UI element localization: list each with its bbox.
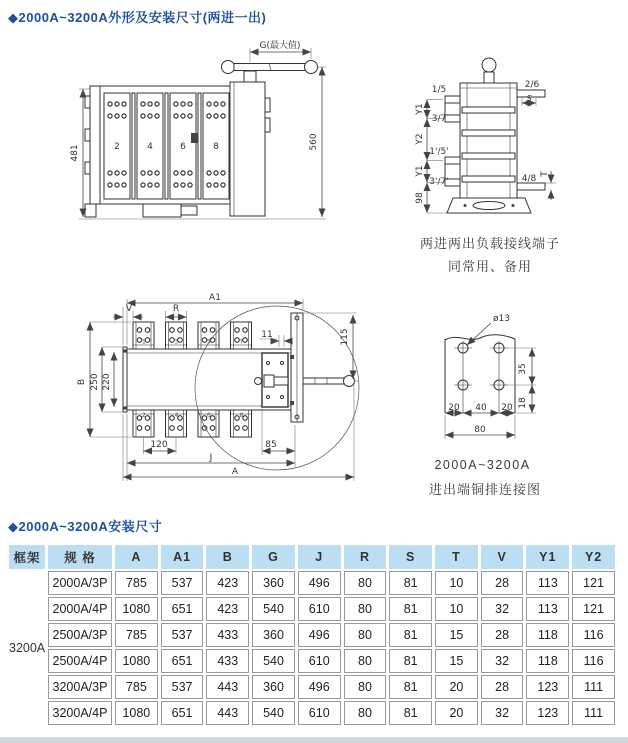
pad-number: 2: [142, 412, 146, 419]
table-cell: 15: [435, 623, 478, 647]
header-a: A: [115, 545, 158, 569]
dim-y2-label: Y2: [415, 133, 425, 145]
dim-481-label: 481: [70, 144, 80, 162]
table-cell: 28: [481, 571, 524, 595]
table-cell: 610: [298, 597, 341, 621]
spec-cell: 3200A/3P: [48, 675, 112, 699]
handle-ball-right: [305, 61, 318, 74]
table-cell: 651: [161, 701, 204, 725]
pole-label: 4: [147, 142, 153, 152]
dim-220-label: 220: [102, 373, 112, 391]
top-view-drawing: [55, 285, 365, 490]
pad-number: 1: [142, 338, 146, 346]
spec-cell: 2500A/3P: [48, 623, 112, 647]
table-cell: 496: [298, 623, 341, 647]
table-cell: 360: [252, 571, 295, 595]
table-cell: 113: [526, 597, 569, 621]
dim-y1-label: Y1: [415, 103, 425, 115]
table-cell: 111: [572, 675, 615, 699]
dim-a-label: A: [231, 467, 239, 477]
table-cell: 121: [572, 597, 615, 621]
terminal-label: 1/5: [431, 85, 447, 95]
spec-cell: 2000A/3P: [48, 571, 112, 595]
table-cell: 540: [252, 649, 295, 673]
pad-number: 5: [207, 338, 211, 346]
dim-115-label: 115: [340, 328, 350, 346]
header-r: R: [344, 545, 387, 569]
mechanism-housing: [230, 82, 265, 216]
header-g: G: [252, 545, 295, 569]
table-cell: 80: [344, 571, 387, 595]
dim-20b-label: 20: [501, 403, 513, 413]
pad-number: 6: [207, 412, 211, 419]
table-cell: 81: [389, 571, 432, 595]
table-cell: 651: [161, 649, 204, 673]
table-cell: 81: [389, 623, 432, 647]
terminal-tab: [517, 183, 545, 190]
dim-35-label: 35: [518, 363, 528, 375]
spec-cell: 2500A/4P: [48, 649, 112, 673]
spec-cell: 3200A/4P: [48, 701, 112, 725]
table-row: [9, 649, 615, 673]
table-cell: 118: [526, 649, 569, 673]
header-t: T: [435, 545, 478, 569]
table-cell: 360: [252, 623, 295, 647]
spec-table: [6, 543, 618, 727]
side-view-drawing: [415, 40, 628, 240]
header-y1: Y1: [526, 545, 569, 569]
table-cell: 113: [526, 571, 569, 595]
table-cell: 81: [389, 649, 432, 673]
spec-cell: 2000A/4P: [48, 597, 112, 621]
interlock-block: [191, 133, 198, 143]
table-cell: 785: [115, 675, 158, 699]
table-row: [9, 701, 615, 725]
dim-y1b-label: Y1: [415, 165, 425, 177]
table-cell: 540: [252, 701, 295, 725]
pole-label: 2: [114, 142, 120, 152]
table-cell: 121: [572, 571, 615, 595]
table-cell: 81: [389, 701, 432, 725]
pad-number: 4: [174, 412, 179, 419]
terminal-label: 4/8: [521, 174, 537, 184]
busbar-caption-1: 2000A~3200A: [434, 458, 531, 472]
dim-a1-label: A1: [209, 293, 221, 303]
table-cell: 28: [481, 675, 524, 699]
table-cell: 111: [572, 701, 615, 725]
table-cell: 423: [206, 597, 249, 621]
table-cell: 20: [435, 701, 478, 725]
terminal-tab: [445, 115, 460, 122]
section-title-outline-dims: ◆2000A~3200A外形及安装尺寸(两进一出): [8, 10, 267, 25]
table-cell: 32: [481, 701, 524, 725]
table-row: [9, 571, 615, 595]
terminal-tab: [445, 96, 460, 103]
dim-j-label: J: [209, 453, 213, 463]
table-cell: 80: [344, 701, 387, 725]
header-spec: 规 格: [48, 545, 112, 569]
dim-85-label: 85: [265, 440, 277, 450]
table-header-row: [9, 545, 615, 569]
side-view-caption-1: 两进两出负载接线端子: [419, 236, 560, 251]
table-cell: 360: [252, 675, 295, 699]
table-cell: 443: [206, 701, 249, 725]
header-a1: A1: [161, 545, 204, 569]
dim-r-label: R: [172, 304, 180, 314]
side-view-caption-2: 同常用、备用: [447, 259, 532, 274]
table-cell: 1080: [115, 597, 158, 621]
header-v: V: [481, 545, 524, 569]
dim-b-label: B: [77, 378, 87, 386]
handle-ball: [482, 58, 496, 72]
table-cell: 116: [572, 649, 615, 673]
table-cell: 785: [115, 571, 158, 595]
handle-rod: [303, 378, 345, 384]
table-cell: 10: [435, 571, 478, 595]
table-cell: 1080: [115, 701, 158, 725]
table-cell: 651: [161, 597, 204, 621]
pad-number: 8: [239, 412, 244, 419]
terminal-tab: [445, 157, 460, 164]
frame-cell: 3200A: [9, 571, 45, 725]
dim-250-label: 250: [90, 373, 100, 391]
dim-g-label: G(最大值): [259, 41, 301, 51]
dim-11-label: 11: [261, 330, 273, 340]
table-cell: 496: [298, 675, 341, 699]
dim-v-label: V: [125, 304, 133, 314]
table-cell: 785: [115, 623, 158, 647]
table-row: [9, 597, 615, 621]
section-title-mounting-dims: ◆2000A~3200A安装尺寸: [8, 519, 163, 534]
table-cell: 496: [298, 571, 341, 595]
table-cell: 80: [344, 623, 387, 647]
table-cell: 80: [344, 675, 387, 699]
busbar-drawing: [425, 293, 610, 458]
terminal-pads-bottom: [133, 410, 252, 437]
table-cell: 1080: [115, 649, 158, 673]
pad-number: 3: [174, 338, 179, 346]
terminal-label: 2/6: [524, 80, 540, 90]
table-cell: 10: [435, 597, 478, 621]
busbar-break-line: [445, 335, 515, 340]
table-cell: 32: [481, 649, 524, 673]
header-s: S: [389, 545, 432, 569]
pole-label: 8: [213, 142, 219, 152]
header-frame: 框架: [9, 545, 45, 569]
table-row: [9, 675, 615, 699]
table-cell: 537: [161, 675, 204, 699]
table-cell: 80: [344, 597, 387, 621]
table-cell: 28: [481, 623, 524, 647]
table-cell: 433: [206, 623, 249, 647]
table-cell: 116: [572, 623, 615, 647]
table-cell: 81: [389, 675, 432, 699]
dim-98-label: 98: [415, 192, 425, 204]
hole-dia-label: ø13: [493, 314, 510, 324]
table-cell: 423: [206, 571, 249, 595]
table-cell: 610: [298, 649, 341, 673]
front-view-drawing: [58, 36, 340, 238]
table-cell: 610: [298, 701, 341, 725]
dim-20a-label: 20: [448, 403, 460, 413]
dim-80-label: 80: [474, 425, 486, 435]
dim-18-label: 18: [518, 397, 528, 409]
page-bottom-edge: [0, 737, 628, 743]
terminal-label: 1'/5': [429, 147, 449, 157]
mounting-base: [447, 198, 531, 213]
pole-label: 6: [180, 142, 186, 152]
table-cell: 537: [161, 623, 204, 647]
handle-bar: [234, 64, 305, 71]
table-cell: 540: [252, 597, 295, 621]
table-cell: 433: [206, 649, 249, 673]
table-row: [9, 623, 615, 647]
table-cell: 32: [481, 597, 524, 621]
dim-s-label: S: [526, 94, 532, 103]
pad-number: 7: [239, 338, 244, 346]
dim-40-label: 40: [475, 403, 487, 413]
busbar-caption-2: 进出端铜排连接图: [428, 482, 541, 497]
header-y2: Y2: [572, 545, 615, 569]
table-cell: 443: [206, 675, 249, 699]
table-cell: 20: [435, 675, 478, 699]
dim-t-label: T: [540, 171, 550, 177]
table-cell: 537: [161, 571, 204, 595]
header-b: B: [206, 545, 249, 569]
table-cell: 118: [526, 623, 569, 647]
table-cell: 81: [389, 597, 432, 621]
table-cell: 123: [526, 701, 569, 725]
terminal-pads-top: [133, 322, 252, 349]
table-cell: 15: [435, 649, 478, 673]
header-j: J: [298, 545, 341, 569]
dim-560-label: 560: [309, 133, 319, 151]
table-cell: 80: [344, 649, 387, 673]
handle-ball-left: [222, 61, 235, 74]
dim-120-label: 120: [150, 440, 168, 450]
table-cell: 123: [526, 675, 569, 699]
terminal-label: 3/7: [431, 114, 447, 124]
terminal-label: 3'/7': [429, 177, 449, 187]
